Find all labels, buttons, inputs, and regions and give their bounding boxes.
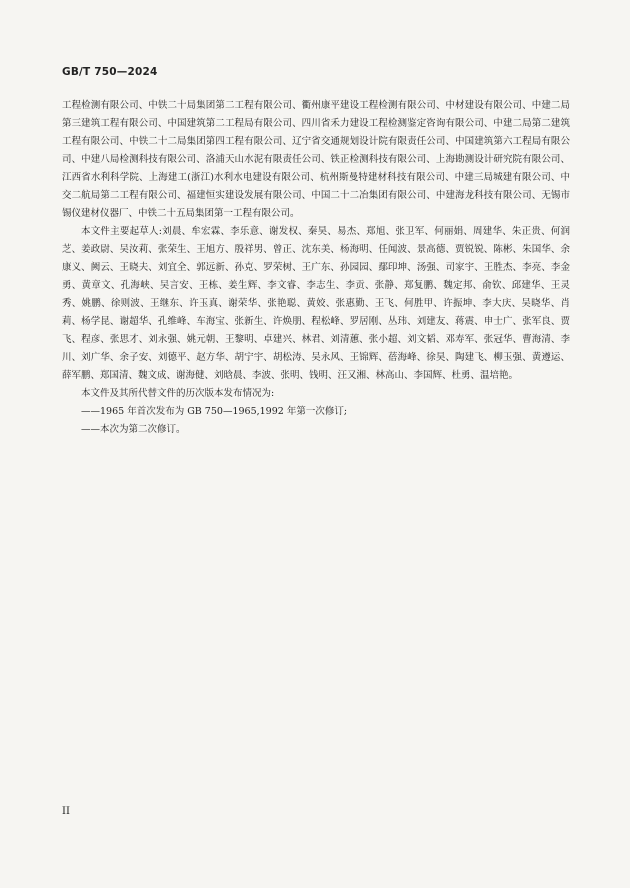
document-body bbox=[62, 97, 570, 439]
page-number: II bbox=[62, 806, 70, 817]
drafters-paragraph: 本文件主要起草人:刘晨、牟宏霖、李乐意、谢发权、秦昊、易杰、郑旭、张卫军、何丽娟、周建华、朱正贵、何润芝、姜政尉、吴汝莉、张荣生、王旭方、殷祥男、曾正、沈东美、杨海明、任闻波、景高德、贾锐锐、陈彬、朱国华、余康义、阙云、王晓夫、刘宜全、郭远新、孙克、罗荣树、王广东、孙园园、鄢印坤、汤强、司家宇、王胜杰、李亮、李金勇、黄章文、孔海峡、吴言安、王栋、姜生辉、李文睿、李志生、李贡、张静、郑复鹏、魏定邦、俞钦、邱建华、王灵秀、姚鹏、徐则波、王继东、许玉真、谢荣华、张艳聪、黄姣、张惠勤、王飞、何胜甲、许振坤、李大庆、吴晓华、肖莉、杨学昆、谢超华、孔维峰、车海宝、张新生、许焕朋、程松峰、罗居刚、丛玮、刘建友、蒋震、申士广、张军良、贾飞、程彦、张思才、刘永强、姚元朝、王黎明、卓建兴、林君、刘清蕙、张小超、刘文韬、邓寿军、张冠华、曹海清、李川、刘广华、余子安、刘德平、赵方华、胡宁宇、胡松涛、吴永风、王锦辉、蓓海峰、徐昊、陶建飞、柳玉强、黄遵运、薛军鹏、郑国清、魏文成、谢海健、刘晗晨、李波、张明、钱明、汪又湘、林高山、李国辉、杜勇、温培艳。 bbox=[62, 226, 570, 381]
history-intro: 本文件及其所代替文件的历次版本发布情况为: bbox=[81, 388, 275, 399]
history-item-second-revision: ——本次为第二次修订。 bbox=[81, 424, 186, 435]
organizations-paragraph: 工程检测有限公司、中铁二十局集团第二工程有限公司、衢州康平建设工程检测有限公司、中材建设有限公司、中建二局第三建筑工程有限公司、中国建筑第二工程局有限公司、四川省禾力建设工程检测鉴定咨询有限公司、中建二局第二建筑工程有限公司、中铁二十二局集团第四工程有限公司、辽宁省交通规划设计院有限责任公司、中国建筑第六工程局有限公司、中建八局检测科技有限公司、洛浦天山水泥有限责任公司、铁正检测科技有限公司、上海勘测设计研究院有限公司、江西省水利科学院、上海建工(浙江)水利水电建设有限公司、杭州斯曼特建材科技有限公司、中建三局城建有限公司、中交二航局第二工程有限公司、福建恒实建设发展有限公司、中国二十二冶集团有限公司、中建海龙科技有限公司、无锡市锡仪建材仪器厂、中铁二十五局集团第一工程有限公司。 bbox=[62, 100, 570, 219]
history-item-first-release: ——1965 年首次发布为 GB 750—1965,1992 年第一次修订; bbox=[81, 406, 348, 417]
standard-code-header: GB/T 750—2024 bbox=[62, 66, 158, 78]
